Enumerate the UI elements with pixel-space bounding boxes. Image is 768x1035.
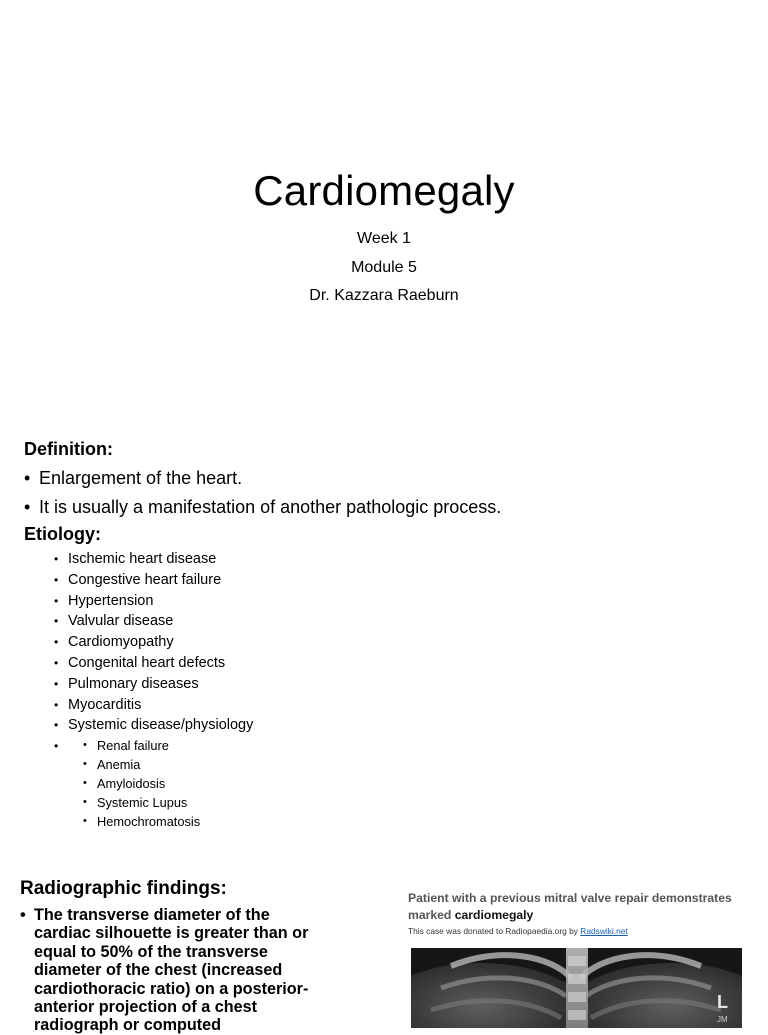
systemic-sublist-wrapper	[24, 736, 744, 831]
radiographic-line: radiograph or computed	[34, 1016, 222, 1035]
caption-prefix: marked	[408, 908, 455, 922]
definition-item: • It is usually a manifestation of another pathologic process.	[24, 493, 744, 522]
radiographic-list	[20, 906, 330, 1035]
chest-xray-image	[411, 948, 742, 1028]
etiology-item: • Valvular disease	[54, 611, 744, 632]
etiology-item: • Ischemic heart disease	[54, 549, 744, 570]
etiology-item: • Cardiomyopathy	[54, 632, 744, 653]
radiographic-line: diameter of the chest (increased	[34, 961, 283, 980]
figure-caption	[408, 890, 753, 924]
etiology-item: • Hypertension	[54, 591, 744, 612]
radiographic-line: cardiac silhouette is greater than or	[34, 924, 309, 943]
systemic-sublist-container	[54, 736, 744, 831]
systemic-sublist	[54, 736, 744, 831]
definition-slide	[24, 436, 744, 831]
definition-list	[24, 464, 744, 521]
definition-item: • Enlargement of the heart.	[24, 464, 744, 493]
title-slide	[0, 0, 768, 420]
systemic-subitem: • Anemia	[83, 755, 744, 774]
etiology-item: • Congenital heart defects	[54, 653, 744, 674]
radiographic-item	[20, 906, 330, 1035]
radiographic-line: cardiothoracic ratio) on a posterior-	[34, 979, 309, 998]
radiographic-line: equal to 50% of the transverse	[34, 942, 268, 961]
etiology-item: • Pulmonary diseases	[54, 674, 744, 695]
etiology-item: • Congestive heart failure	[54, 570, 744, 591]
caption-strong: cardiomegaly	[454, 908, 534, 922]
systemic-subitem: • Amyloidosis	[83, 774, 744, 793]
etiology-heading: Etiology:	[24, 524, 101, 544]
xray-marker-initials: JM	[717, 1015, 728, 1024]
week-label: Week 1	[357, 230, 411, 247]
systemic-subitem: • Hemochromatosis	[83, 812, 744, 831]
title-block	[0, 165, 768, 311]
radiographic-text	[20, 876, 330, 1035]
radswiki-link[interactable]: Radswiki.net	[580, 926, 628, 936]
module-label: Module 5	[351, 258, 417, 276]
radiographic-heading: Radiographic findings:	[20, 878, 227, 899]
caption-line1: Patient with a previous mitral valve repair demonstrates	[408, 891, 732, 905]
systemic-subitem: • Systemic Lupus	[83, 793, 744, 812]
figure-credit	[408, 924, 753, 938]
credit-prefix: This case was donated to Radiopaedia.org by	[408, 926, 581, 936]
xray-marker-letter: L	[717, 992, 728, 1012]
slide-title: Cardiomegaly	[253, 167, 515, 214]
etiology-list	[24, 549, 744, 736]
systemic-subitem: • • Renal failure	[83, 736, 744, 755]
etiology-item: • Systemic disease/physiology	[54, 715, 744, 736]
etiology-item: • Myocarditis	[54, 695, 744, 716]
xray-figure	[408, 890, 753, 1024]
definition-heading: Definition:	[24, 439, 113, 459]
radiographic-line: The transverse diameter of the	[34, 906, 270, 924]
author-label: Dr. Kazzara Raeburn	[309, 287, 459, 304]
radiographic-line: anterior projection of a chest	[34, 998, 258, 1017]
chest-xray-graphic	[411, 948, 742, 1028]
